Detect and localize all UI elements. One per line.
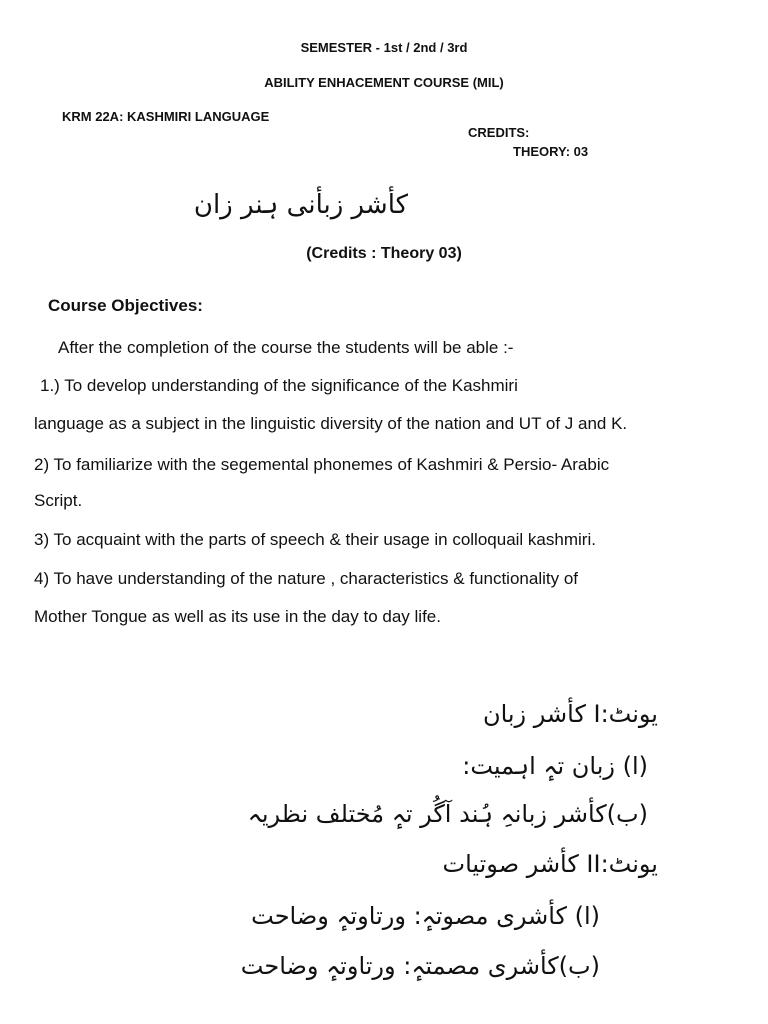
unit-2-item-a: (ا) کأشری مصوتہٕ: ورتاوتہٕ وضاحت [251, 902, 600, 930]
course-objectives-heading: Course Objectives: [48, 296, 203, 315]
unit-1-item-b: (ب)کأشر زبانہِ ہُند آگُر تہٕ مُختلف نظریہ [247, 800, 648, 828]
objective-2-line-1: 2) To familiarize with the segemental phonemes of Kashmiri & Persio- Arabic [34, 455, 610, 474]
course-type-heading: ABILITY ENHACEMENT COURSE (MIL) [264, 75, 504, 90]
unit-1-heading: یونٹ:I کأشر زبان [482, 700, 658, 728]
unit-1-item-a: (ا) زبان تہٕ اہمیت: [462, 752, 648, 780]
course-code: KRM 22A: KASHMIRI LANGUAGE [62, 109, 270, 124]
semester-heading: SEMESTER - 1st / 2nd / 3rd [300, 40, 468, 55]
credits-line: (Credits : Theory 03) [306, 245, 462, 262]
theory-credits: THEORY: 03 [513, 144, 589, 159]
urdu-title: کأشر زبأنی ہنر زان [193, 190, 408, 220]
objective-2-line-2: Script. [34, 491, 83, 510]
objectives-intro: After the completion of the course the students will be able :- [58, 338, 514, 357]
objective-1-line-1: 1.) To develop understanding of the significance of the Kashmiri [40, 376, 518, 395]
objective-4-line-1: 4) To have understanding of the nature , characteristics & functionality of [34, 569, 578, 588]
objective-4-line-2: Mother Tongue as well as its use in the day to day life. [34, 607, 441, 626]
unit-2-heading: یونٹ:II کأشر صوتیات [442, 850, 658, 878]
credits-label: CREDITS: [468, 125, 530, 140]
objective-1-line-2: language as a subject in the linguistic diversity of the nation and UT of J and K. [34, 414, 628, 433]
objective-3: 3) To acquaint with the parts of speech & their usage in colloquail kashmiri. [34, 530, 596, 549]
unit-2-item-b: (ب)کأشری مصمتہٕ: ورتاوتہٕ وضاحت [240, 952, 600, 980]
